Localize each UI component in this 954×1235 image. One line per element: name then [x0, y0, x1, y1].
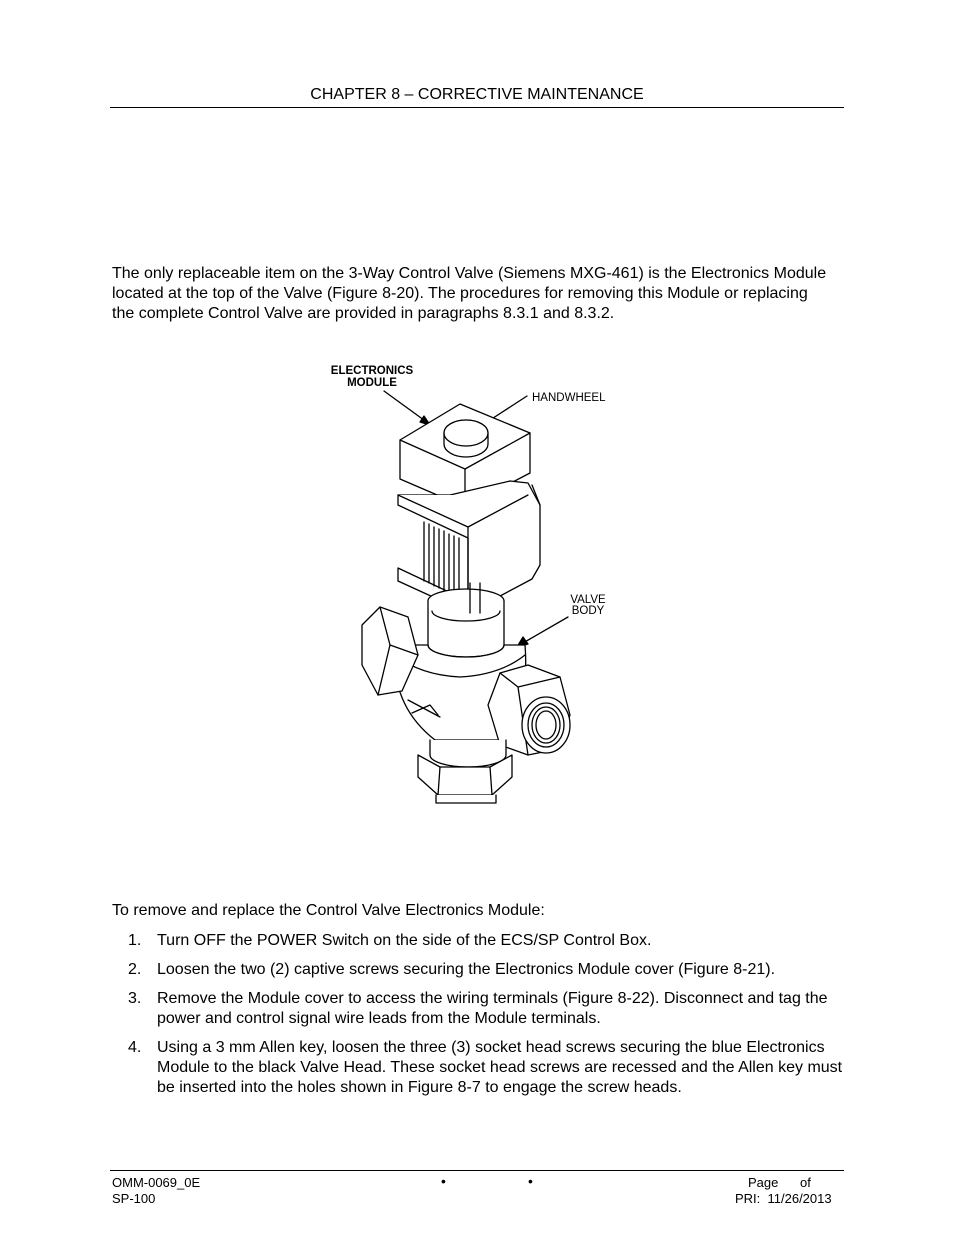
step-text: Loosen the two (2) captive screws securing the Electronics Module cover (Figure 8-21). — [157, 961, 776, 978]
footer-page-label: Page of — [748, 1175, 811, 1190]
step-number: 3. — [128, 990, 142, 1007]
footer-date: PRI: 11/26/2013 — [735, 1191, 832, 1206]
intro-paragraph: The only replaceable item on the 3-Way Control Valve (Siemens MXG-461) is the Electronics Module located at the top of the Valve (Figure 8-20). The procedures for removing this Module or replacing the complete Control Valve are provided in paragraphs 8.3.1 and 8.3.2. — [112, 265, 827, 322]
footer-model: SP-100 — [112, 1191, 156, 1206]
step-text: Remove the Module cover to access the wiring terminals (Figure 8-22). Disconnect and tag the power and control signal wire leads from the Module terminals. — [157, 990, 828, 1027]
label-electronics: ELECTRONICS — [330, 365, 414, 377]
footer-divider — [110, 1170, 844, 1171]
procedure-intro: To remove and replace the Control Valve Electronics Module: — [112, 902, 545, 919]
procedure-step — [112, 960, 844, 980]
control-valve-figure — [320, 355, 630, 815]
procedure-step — [112, 989, 844, 1029]
procedure-steps — [112, 931, 844, 1107]
label-module: MODULE — [347, 377, 397, 389]
procedure-step — [112, 931, 844, 951]
bottom-port — [418, 740, 512, 803]
footer-bullet: • — [528, 1173, 533, 1189]
valve-neck — [428, 583, 504, 657]
step-number: 1. — [128, 932, 142, 949]
label-handwheel: HANDWHEEL — [532, 392, 606, 404]
valve-illustration — [320, 355, 630, 815]
label-body: BODY — [571, 605, 605, 617]
header-divider — [110, 107, 844, 108]
label-valve: VALVE — [570, 594, 606, 606]
step-text: Turn OFF the POWER Switch on the side of the ECS/SP Control Box. — [157, 932, 652, 949]
step-number: 4. — [128, 1039, 142, 1056]
procedure-step — [112, 1038, 844, 1098]
footer-doc-id: OMM-0069_0E — [112, 1175, 201, 1190]
footer-bullet: • — [441, 1173, 446, 1189]
step-text: Using a 3 mm Allen key, loosen the three (3) socket head screws securing the blue Electronics Module to the black Valve Head. These socket head screws are recessed and the Allen key must be inserted into the holes shown in Figure 8-7 to engage the screw heads. — [157, 1039, 843, 1096]
chapter-header: CHAPTER 8 – CORRECTIVE MAINTENANCE — [310, 86, 644, 103]
step-number: 2. — [128, 961, 142, 978]
